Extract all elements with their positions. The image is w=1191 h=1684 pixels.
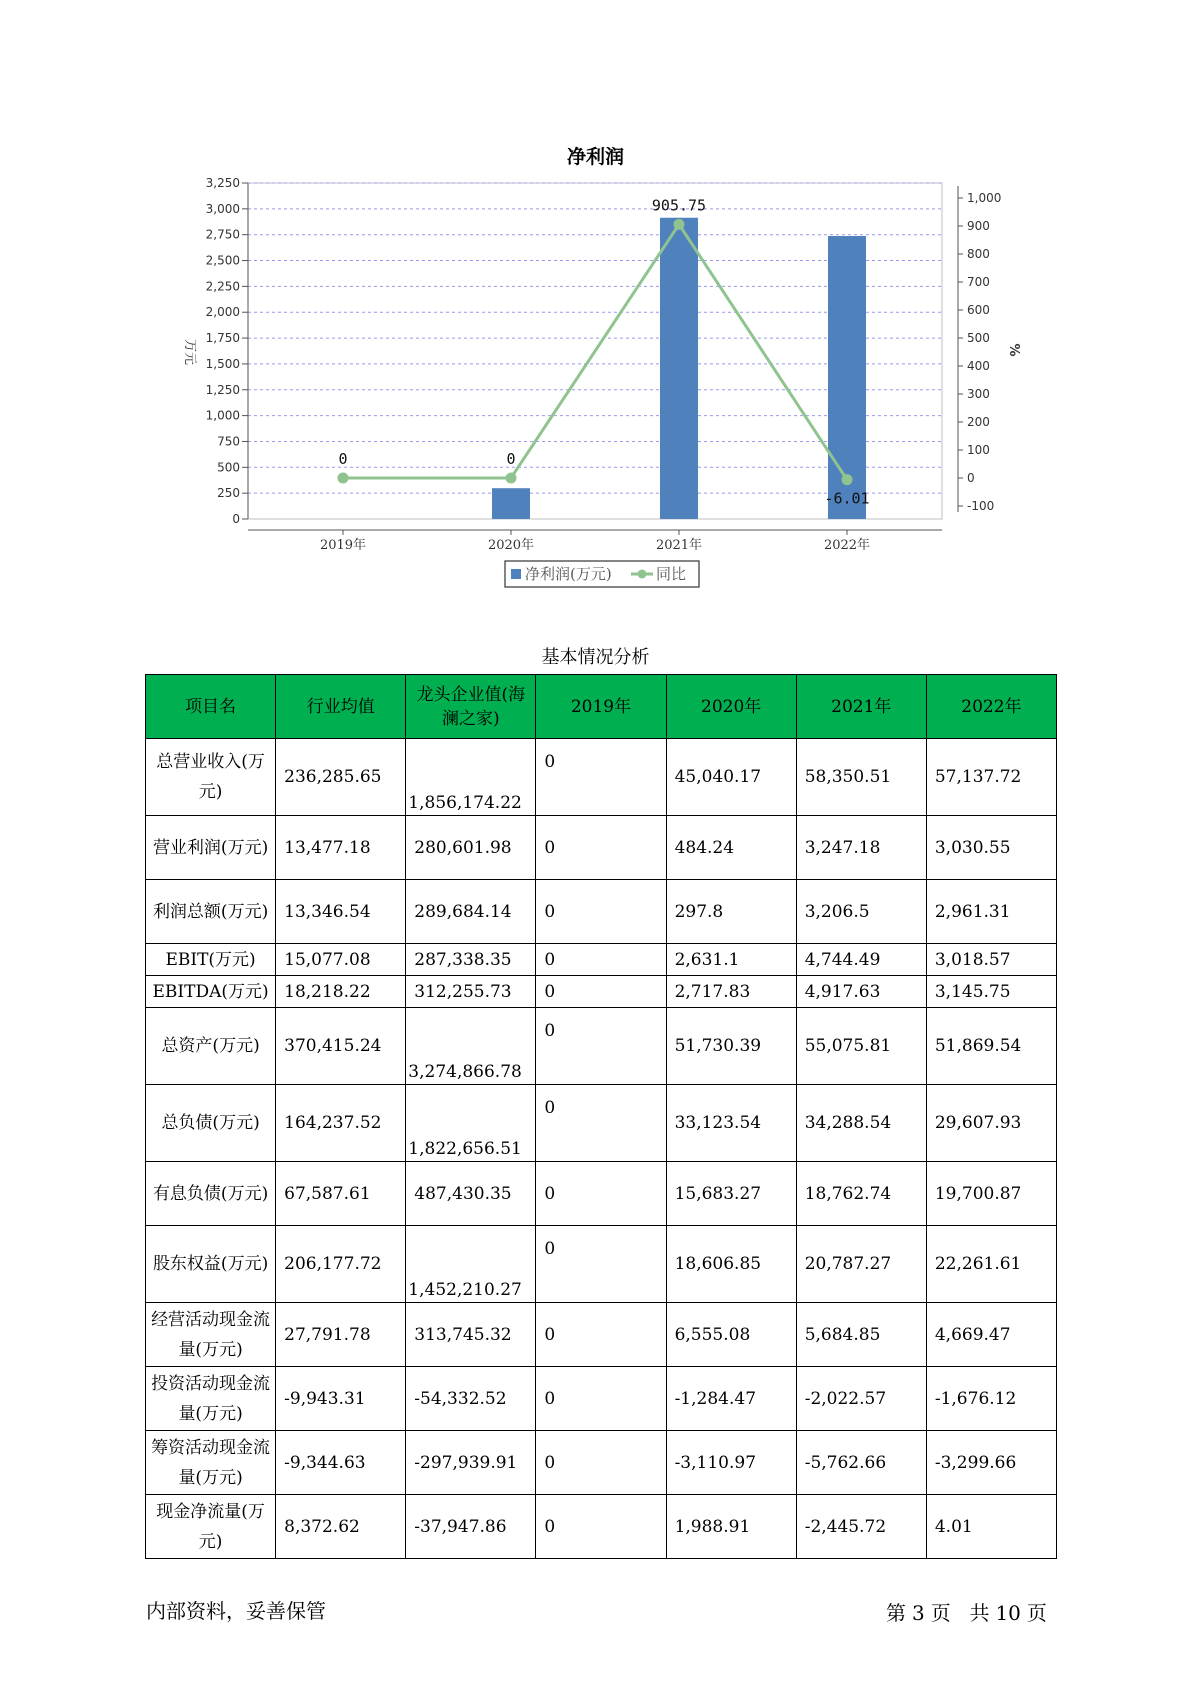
table-cell: 0 — [536, 1085, 666, 1162]
total-prefix: 共 — [969, 1601, 990, 1625]
row-label: 总负债(万元) — [146, 1085, 276, 1162]
left-axis-title: 万元 — [182, 338, 197, 366]
left-tick-label: 2,500 — [205, 253, 240, 268]
left-tick-label: 2,750 — [205, 227, 240, 242]
table-cell: -1,284.47 — [666, 1367, 796, 1431]
table-row — [146, 944, 1057, 976]
table-cell: 4,669.47 — [926, 1303, 1056, 1367]
table-cell: 206,177.72 — [276, 1226, 406, 1303]
table-row — [146, 1495, 1057, 1559]
table-row — [146, 880, 1057, 944]
page-number: 3 — [912, 1601, 925, 1625]
table-cell: 33,123.54 — [666, 1085, 796, 1162]
table-cell: 5,684.85 — [796, 1303, 926, 1367]
right-tick-label: 0 — [967, 471, 975, 485]
footer-confidential-note: 内部资料，妥善保管 — [146, 1599, 326, 1623]
row-label: EBITDA(万元) — [146, 976, 276, 1008]
right-tick-label: 700 — [967, 275, 990, 289]
table-cell: 3,274,866.78 — [406, 1008, 536, 1085]
table-cell: 287,338.35 — [406, 944, 536, 976]
table-cell: 313,745.32 — [406, 1303, 536, 1367]
legend-line-marker — [638, 570, 647, 579]
table-cell: 312,255.73 — [406, 976, 536, 1008]
right-tick-label: 400 — [967, 359, 990, 373]
table-cell: 29,607.93 — [926, 1085, 1056, 1162]
table-cell: 289,684.14 — [406, 880, 536, 944]
table-cell: 2,717.83 — [666, 976, 796, 1008]
right-tick-label: 1,000 — [967, 191, 1002, 205]
row-label: 筹资活动现金流量(万元) — [146, 1431, 276, 1495]
table-cell: 0 — [536, 976, 666, 1008]
table-cell: 1,988.91 — [666, 1495, 796, 1559]
table-caption: 基本情况分析 — [541, 647, 650, 668]
header-item-name: 项目名 — [146, 675, 276, 739]
table-cell: 18,762.74 — [796, 1162, 926, 1226]
table-row — [146, 1008, 1057, 1085]
net-profit-chart — [0, 0, 1191, 600]
table-cell: 51,869.54 — [926, 1008, 1056, 1085]
total-suffix: 页 — [1026, 1601, 1047, 1625]
table-cell: -37,947.86 — [406, 1495, 536, 1559]
right-tick-label: 500 — [967, 331, 990, 345]
table-cell: 3,030.55 — [926, 816, 1056, 880]
right-tick-label: 200 — [967, 415, 990, 429]
table-cell: 0 — [536, 1303, 666, 1367]
table-cell: 8,372.62 — [276, 1495, 406, 1559]
table-cell: 3,247.18 — [796, 816, 926, 880]
table-cell: 164,237.52 — [276, 1085, 406, 1162]
point-yoy — [842, 474, 853, 485]
table-cell: 13,477.18 — [276, 816, 406, 880]
bar-net-profit — [660, 218, 698, 519]
table-row — [146, 976, 1057, 1008]
row-label: 利润总额(万元) — [146, 880, 276, 944]
table-cell: -2,445.72 — [796, 1495, 926, 1559]
left-tick-label: 1,000 — [205, 408, 240, 423]
table-cell: -54,332.52 — [406, 1367, 536, 1431]
table-cell: -9,344.63 — [276, 1431, 406, 1495]
table-cell: 51,730.39 — [666, 1008, 796, 1085]
table-cell: -9,943.31 — [276, 1367, 406, 1431]
table-cell: 2,961.31 — [926, 880, 1056, 944]
table-cell: 2,631.1 — [666, 944, 796, 976]
table-cell: -1,676.12 — [926, 1367, 1056, 1431]
table-cell: 15,683.27 — [666, 1162, 796, 1226]
table-cell: 0 — [536, 1226, 666, 1303]
table-cell: 0 — [536, 1367, 666, 1431]
data-label-yoy: -6.01 — [824, 489, 870, 508]
point-yoy — [338, 473, 349, 484]
table-cell: 3,145.75 — [926, 976, 1056, 1008]
left-tick-label: 2,000 — [205, 305, 240, 320]
right-tick-label: 300 — [967, 387, 990, 401]
left-tick-label: 1,500 — [205, 356, 240, 371]
row-label: 现金净流量(万元) — [146, 1495, 276, 1559]
header-leader-value: 龙头企业值(海澜之家) — [406, 675, 536, 739]
table-cell: 55,075.81 — [796, 1008, 926, 1085]
x-tick-label: 2022年 — [823, 538, 871, 553]
table-cell: 67,587.61 — [276, 1162, 406, 1226]
table-cell: 13,346.54 — [276, 880, 406, 944]
data-label-yoy: 0 — [338, 450, 348, 468]
table-cell: 0 — [536, 739, 666, 816]
legend-bar-swatch — [511, 569, 521, 579]
table-cell: 0 — [536, 1495, 666, 1559]
table-header-row — [146, 675, 1057, 739]
right-tick-label: 100 — [967, 443, 990, 457]
table-row — [146, 1226, 1057, 1303]
table-cell: 1,822,656.51 — [406, 1085, 536, 1162]
table-cell: 27,791.78 — [276, 1303, 406, 1367]
table-cell: 0 — [536, 944, 666, 976]
table-cell: 484.24 — [666, 816, 796, 880]
left-tick-label: 750 — [217, 434, 240, 449]
data-label-yoy: 0 — [506, 450, 516, 468]
left-tick-label: 1,250 — [205, 382, 240, 397]
table-cell: 0 — [536, 816, 666, 880]
table-cell: 15,077.08 — [276, 944, 406, 976]
right-tick-label: 600 — [967, 303, 990, 317]
x-tick-label: 2021年 — [655, 538, 703, 553]
page-suffix: 页 — [930, 1601, 951, 1625]
table-cell: 3,018.57 — [926, 944, 1056, 976]
table-cell: 19,700.87 — [926, 1162, 1056, 1226]
right-tick-label: -100 — [967, 499, 995, 513]
row-label: 经营活动现金流量(万元) — [146, 1303, 276, 1367]
x-tick-label: 2020年 — [487, 538, 535, 553]
row-label: 总营业收入(万元) — [146, 739, 276, 816]
table-row — [146, 816, 1057, 880]
row-label: 总资产(万元) — [146, 1008, 276, 1085]
legend-line-label: 同比 — [656, 565, 687, 583]
table-row — [146, 1431, 1057, 1495]
table-row — [146, 1303, 1057, 1367]
chart-title: 净利润 — [566, 146, 624, 168]
table-cell: 6,555.08 — [666, 1303, 796, 1367]
left-tick-label: 0 — [232, 512, 240, 526]
table-cell: 3,206.5 — [796, 880, 926, 944]
table-cell: -3,299.66 — [926, 1431, 1056, 1495]
row-label: 股东权益(万元) — [146, 1226, 276, 1303]
row-label: 有息负债(万元) — [146, 1162, 276, 1226]
x-tick-label: 2019年 — [319, 538, 367, 553]
table-cell: 58,350.51 — [796, 739, 926, 816]
table-cell: 57,137.72 — [926, 739, 1056, 816]
left-tick-label: 3,250 — [205, 176, 240, 190]
right-tick-label: 900 — [967, 219, 990, 233]
table-row — [146, 1085, 1057, 1162]
table-cell: 0 — [536, 880, 666, 944]
table-cell: 487,430.35 — [406, 1162, 536, 1226]
table-cell: 4,917.63 — [796, 976, 926, 1008]
data-label-yoy: 905.75 — [651, 196, 707, 215]
row-label: 营业利润(万元) — [146, 816, 276, 880]
table-cell: -2,022.57 — [796, 1367, 926, 1431]
table-cell: 34,288.54 — [796, 1085, 926, 1162]
total-pages: 10 — [995, 1601, 1021, 1625]
table-cell: 20,787.27 — [796, 1226, 926, 1303]
footer-page-info — [886, 1597, 1053, 1626]
basic-analysis-table — [145, 674, 1057, 1559]
bar-net-profit — [492, 488, 530, 519]
row-label: 投资活动现金流量(万元) — [146, 1367, 276, 1431]
table-cell: 236,285.65 — [276, 739, 406, 816]
table-cell: 45,040.17 — [666, 739, 796, 816]
table-cell: 18,218.22 — [276, 976, 406, 1008]
table-cell: 1,856,174.22 — [406, 739, 536, 816]
left-tick-label: 2,250 — [205, 279, 240, 294]
table-row — [146, 1367, 1057, 1431]
header-industry-average: 行业均值 — [276, 675, 406, 739]
row-label: EBIT(万元) — [146, 944, 276, 976]
table-cell: 0 — [536, 1162, 666, 1226]
table-row — [146, 1162, 1057, 1226]
table-cell: 1,452,210.27 — [406, 1226, 536, 1303]
point-yoy — [674, 219, 685, 230]
left-tick-label: 250 — [217, 486, 240, 501]
table-cell: 0 — [536, 1008, 666, 1085]
table-cell: 297.8 — [666, 880, 796, 944]
right-tick-label: 800 — [967, 247, 990, 261]
header-2020: 2020年 — [666, 675, 796, 739]
page-prefix: 第 — [886, 1601, 906, 1625]
left-tick-label: 3,000 — [205, 201, 240, 216]
table-cell: -297,939.91 — [406, 1431, 536, 1495]
header-2021: 2021年 — [796, 675, 926, 739]
table-cell: 18,606.85 — [666, 1226, 796, 1303]
table-cell: 4,744.49 — [796, 944, 926, 976]
left-tick-label: 500 — [217, 460, 240, 475]
right-axis-title: % — [1006, 343, 1021, 357]
table-cell: -5,762.66 — [796, 1431, 926, 1495]
point-yoy — [506, 473, 517, 484]
left-tick-label: 1,750 — [205, 331, 240, 346]
table-cell: 0 — [536, 1431, 666, 1495]
table-cell: -3,110.97 — [666, 1431, 796, 1495]
table-cell: 280,601.98 — [406, 816, 536, 880]
table-cell: 370,415.24 — [276, 1008, 406, 1085]
table-cell: 22,261.61 — [926, 1226, 1056, 1303]
table-cell: 4.01 — [926, 1495, 1056, 1559]
table-row — [146, 739, 1057, 816]
header-2019: 2019年 — [536, 675, 666, 739]
header-2022: 2022年 — [926, 675, 1056, 739]
legend-bar-label: 净利润(万元) — [525, 565, 612, 583]
